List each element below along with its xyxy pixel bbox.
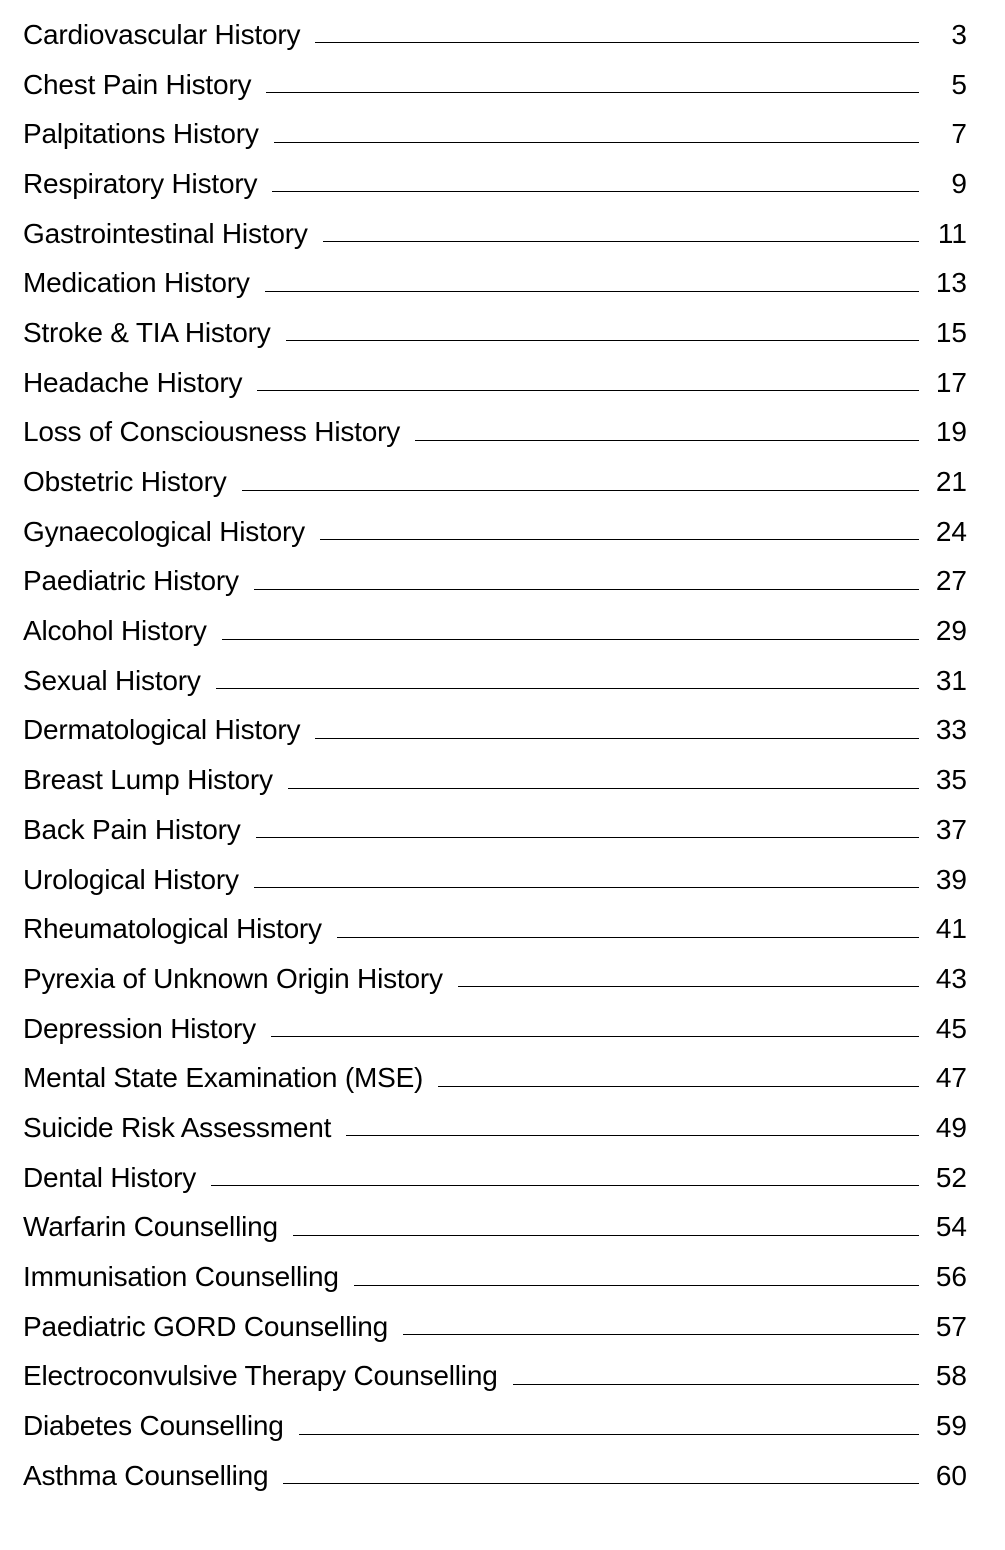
toc-entry-page-number[interactable]: 3 xyxy=(951,18,967,50)
toc-entry-page-number[interactable]: 19 xyxy=(935,416,967,448)
toc-entry-page-number[interactable]: 56 xyxy=(935,1261,967,1293)
toc-entry[interactable] xyxy=(23,408,967,458)
toc-entry-title[interactable]: Asthma Counselling xyxy=(23,1459,269,1491)
toc-entry-page-number[interactable]: 60 xyxy=(935,1459,967,1491)
toc-leader-line xyxy=(346,1135,919,1136)
toc-entry-title[interactable]: Mental State Examination (MSE) xyxy=(23,1062,424,1094)
toc-entry-title[interactable]: Immunisation Counselling xyxy=(23,1261,339,1293)
toc-entry-page-number[interactable]: 54 xyxy=(935,1211,967,1243)
toc-entry[interactable] xyxy=(23,1302,967,1352)
toc-entry-title[interactable]: Electroconvulsive Therapy Counselling xyxy=(23,1360,498,1392)
toc-entry-page-number[interactable]: 27 xyxy=(935,565,967,597)
toc-leader-line xyxy=(315,42,919,43)
toc-entry-title[interactable]: Palpitations History xyxy=(23,118,259,150)
toc-entry-page-number[interactable]: 47 xyxy=(935,1062,967,1094)
toc-entry-page-number[interactable]: 58 xyxy=(935,1360,967,1392)
toc-leader-line xyxy=(415,440,919,441)
toc-entry[interactable] xyxy=(23,10,967,60)
toc-entry-title[interactable]: Gastrointestinal History xyxy=(23,217,308,249)
toc-leader-line xyxy=(286,340,919,341)
toc-leader-line xyxy=(320,539,919,540)
toc-entry-title[interactable]: Cardiovascular History xyxy=(23,18,301,50)
toc-leader-line xyxy=(216,688,919,689)
toc-leader-line xyxy=(458,986,919,987)
toc-leader-line xyxy=(403,1334,919,1335)
toc-entry-title[interactable]: Loss of Consciousness History xyxy=(23,416,401,448)
toc-entry[interactable] xyxy=(23,109,967,159)
toc-leader-line xyxy=(513,1384,919,1385)
toc-leader-line xyxy=(299,1434,919,1435)
toc-leader-line xyxy=(323,241,919,242)
toc-leader-line xyxy=(266,92,919,93)
toc-entry-title[interactable]: Paediatric GORD Counselling xyxy=(23,1310,388,1342)
toc-entry-title[interactable]: Chest Pain History xyxy=(23,68,252,100)
toc-entry[interactable] xyxy=(23,1203,967,1253)
toc-entry[interactable] xyxy=(23,159,967,209)
toc-entry[interactable] xyxy=(23,755,967,805)
toc-entry[interactable] xyxy=(23,557,967,607)
toc-entry-page-number[interactable]: 11 xyxy=(937,217,967,249)
toc-entry[interactable] xyxy=(23,1451,967,1501)
toc-entry-title[interactable]: Headache History xyxy=(23,366,243,398)
toc-leader-line xyxy=(272,191,919,192)
toc-entry-page-number[interactable]: 59 xyxy=(935,1410,967,1442)
toc-entry-title[interactable]: Dermatological History xyxy=(23,714,301,746)
toc-entry-title[interactable]: Breast Lump History xyxy=(23,764,273,796)
toc-entry[interactable] xyxy=(23,1004,967,1054)
toc-leader-line xyxy=(337,937,919,938)
toc-entry[interactable] xyxy=(23,1252,967,1302)
toc-entry[interactable] xyxy=(23,1053,967,1103)
toc-entry[interactable] xyxy=(23,308,967,358)
toc-entry[interactable] xyxy=(23,457,967,507)
toc-leader-line xyxy=(222,639,919,640)
toc-leader-line xyxy=(288,788,919,789)
toc-entry-page-number[interactable]: 52 xyxy=(935,1161,967,1193)
toc-entry-title[interactable]: Alcohol History xyxy=(23,615,207,647)
toc-entry[interactable] xyxy=(23,60,967,110)
toc-entry[interactable] xyxy=(23,1153,967,1203)
toc-entry[interactable] xyxy=(23,706,967,756)
toc-leader-line xyxy=(354,1285,919,1286)
toc-entry[interactable] xyxy=(23,1352,967,1402)
toc-entry-page-number[interactable]: 35 xyxy=(935,764,967,796)
toc-leader-line xyxy=(274,142,919,143)
toc-entry-page-number[interactable]: 31 xyxy=(935,664,967,696)
toc-entry[interactable] xyxy=(23,656,967,706)
toc-leader-line xyxy=(438,1086,919,1087)
toc-entry[interactable] xyxy=(23,805,967,855)
toc-entry-page-number[interactable]: 33 xyxy=(935,714,967,746)
toc-entry-page-number[interactable]: 37 xyxy=(935,813,967,845)
toc-entry-title[interactable]: Suicide Risk Assessment xyxy=(23,1111,332,1143)
toc-entry[interactable] xyxy=(23,209,967,259)
toc-entry-title[interactable]: Urological History xyxy=(23,863,239,895)
table-of-contents xyxy=(23,10,967,1501)
toc-entry-title[interactable]: Warfarin Counselling xyxy=(23,1211,278,1243)
toc-entry-title[interactable]: Stroke & TIA History xyxy=(23,316,271,348)
toc-leader-line xyxy=(254,589,919,590)
toc-entry[interactable] xyxy=(23,954,967,1004)
toc-leader-line xyxy=(242,490,919,491)
toc-entry-title[interactable]: Depression History xyxy=(23,1012,256,1044)
toc-leader-line xyxy=(211,1185,919,1186)
toc-entry[interactable] xyxy=(23,258,967,308)
toc-leader-line xyxy=(315,738,919,739)
toc-entry-page-number[interactable]: 29 xyxy=(935,615,967,647)
toc-leader-line xyxy=(257,390,919,391)
toc-entry[interactable] xyxy=(23,358,967,408)
toc-entry-title[interactable]: Dental History xyxy=(23,1161,197,1193)
toc-entry-title[interactable]: Paediatric History xyxy=(23,565,239,597)
toc-entry-title[interactable]: Pyrexia of Unknown Origin History xyxy=(23,962,443,994)
toc-entry-title[interactable]: Back Pain History xyxy=(23,813,241,845)
toc-entry[interactable] xyxy=(23,606,967,656)
toc-entry-page-number[interactable]: 43 xyxy=(935,962,967,994)
toc-entry-page-number[interactable]: 21 xyxy=(935,466,967,498)
toc-entry-page-number[interactable]: 17 xyxy=(935,366,967,398)
toc-leader-line xyxy=(271,1036,919,1037)
toc-leader-line xyxy=(256,837,919,838)
toc-entry-page-number[interactable]: 41 xyxy=(935,913,967,945)
toc-entry[interactable] xyxy=(23,1401,967,1451)
toc-entry-page-number[interactable]: 57 xyxy=(935,1310,967,1342)
toc-entry-page-number[interactable]: 15 xyxy=(935,316,967,348)
toc-leader-line xyxy=(265,291,919,292)
toc-entry-title[interactable]: Medication History xyxy=(23,267,250,299)
toc-entry-title[interactable]: Respiratory History xyxy=(23,167,258,199)
toc-leader-line xyxy=(283,1483,919,1484)
toc-entry-title[interactable]: Diabetes Counselling xyxy=(23,1410,284,1442)
toc-entry[interactable] xyxy=(23,1103,967,1153)
toc-entry[interactable] xyxy=(23,904,967,954)
toc-entry-page-number[interactable]: 39 xyxy=(935,863,967,895)
toc-entry-page-number[interactable]: 9 xyxy=(951,167,967,199)
toc-leader-line xyxy=(254,887,919,888)
toc-entry-title[interactable]: Obstetric History xyxy=(23,466,227,498)
toc-entry-page-number[interactable]: 13 xyxy=(935,267,967,299)
toc-entry-page-number[interactable]: 49 xyxy=(935,1111,967,1143)
toc-entry-page-number[interactable]: 45 xyxy=(935,1012,967,1044)
toc-entry[interactable] xyxy=(23,507,967,557)
toc-entry-page-number[interactable]: 7 xyxy=(951,118,967,150)
toc-entry[interactable] xyxy=(23,855,967,905)
toc-entry-title[interactable]: Rheumatological History xyxy=(23,913,322,945)
toc-entry-page-number[interactable]: 24 xyxy=(935,515,967,547)
toc-entry-page-number[interactable]: 5 xyxy=(951,68,967,100)
toc-leader-line xyxy=(293,1235,919,1236)
toc-entry-title[interactable]: Gynaecological History xyxy=(23,515,305,547)
toc-entry-title[interactable]: Sexual History xyxy=(23,664,201,696)
